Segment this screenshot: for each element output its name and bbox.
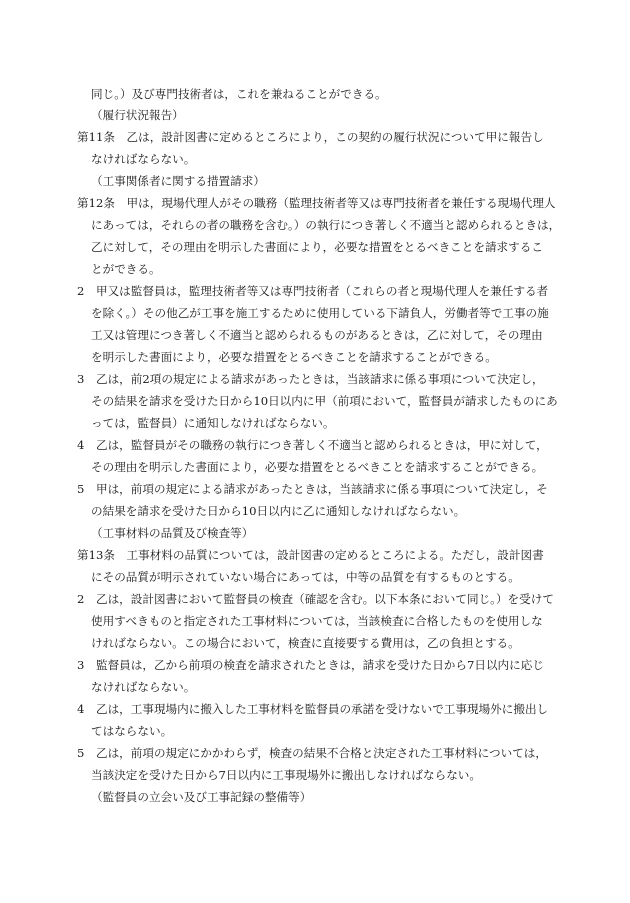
paragraph-4: 4 乙は，工事現場内に搬入した工事材料を監督員の承諾を受けないで工事現場外に搬出し [77, 702, 549, 716]
paragraph-5: 5 甲は，前項の規定による請求があったときは，当該請求に係る事項について決定し，そ [77, 482, 548, 496]
text-line: なければならない。 [91, 152, 196, 166]
text-line: を明示した書面により，必要な措置をとるべきことを請求することができる。 [91, 350, 497, 364]
article-13: 第13条 工事材料の品質については，設計図書の定めるところによる。ただし，設計図書 [77, 548, 544, 562]
text-line: その理由を明示した書面により，必要な措置をとるべきことを請求することができる。 [91, 460, 544, 474]
paragraph-2: 2 甲又は監督員は，監理技術者等又は専門技術者（これらの者と現場代理人を兼任する者 [77, 284, 549, 298]
section-heading: （履行状況報告） [91, 108, 184, 122]
paragraph-5: 5 乙は，前項の規定にかかわらず，検査の結果不合格と決定された工事材料については， [77, 746, 547, 760]
text-line: てはならない。 [91, 724, 173, 738]
paragraph-4: 4 乙は，監督員がその職務の執行につき著しく不適当と認められるときは，甲に対して， [77, 438, 548, 452]
text-line: にあっては，それらの者の職務を含む。）の執行につき著しく不適当と認められるときは， [91, 218, 561, 232]
article-11: 第11条 乙は，設計図書に定めるところにより，この契約の履行状況について甲に報告し [77, 130, 544, 144]
paragraph-2: 2 乙は，設計図書において監督員の検査（確認を含む。以下本条において同じ。）を受けて [77, 592, 554, 606]
text-line: 当該決定を受けた日から7日以内に工事現場外に搬出しなければならない。 [91, 768, 481, 782]
text-line: 使用すべきものと指定された工事材料については，当該検査に合格したものを使用しな [91, 614, 543, 628]
paragraph-3: 3 乙は，前2項の規定による請求があったときは，当該請求に係る事項について決定し， [77, 372, 544, 386]
text-line: の結果を請求を受けた日から10日以内に乙に通知しなければならない。 [91, 504, 466, 518]
text-line: 同じ。）及び専門技術者は，これを兼ねることができる。 [91, 87, 387, 101]
text-line: っては，監督員）に通知しなければならない。 [91, 416, 335, 430]
section-heading: （工事関係者に関する措置請求） [91, 174, 265, 188]
text-line: 工又は管理につき著しく不適当と認められるものがあるときは，乙に対して，その理由 [91, 328, 543, 342]
text-line: その結果を請求を受けた日から10日以内に甲（前項において，監督員が請求したものにあ [91, 394, 558, 408]
article-12: 第12条 甲は，現場代理人がその職務（監理技術者等又は専門技術者を兼任する現場代理人 [77, 196, 556, 210]
text-line: にその品質が明示されていない場合にあっては，中等の品質を有するものとする。 [91, 570, 520, 584]
text-line: を除く。）その他乙が工事を施工するために使用している下請負人，労働者等で工事の施 [91, 306, 549, 320]
text-line: ければならない。この場合において，検査に直接要する費用は，乙の負担とする。 [91, 636, 520, 650]
text-line: 乙に対して，その理由を明示した書面により，必要な措置をとるべきことを請求するこ [91, 240, 543, 254]
text-line: なければならない。 [91, 680, 196, 694]
section-heading: （監督員の立会い及び工事記録の整備等） [91, 790, 312, 804]
section-heading: （工事材料の品質及び検査等） [91, 526, 254, 540]
paragraph-3: 3 監督員は，乙から前項の検査を請求されたときは，請求を受けた日から7日以内に応じ [77, 658, 544, 672]
text-line: とができる。 [91, 262, 161, 276]
